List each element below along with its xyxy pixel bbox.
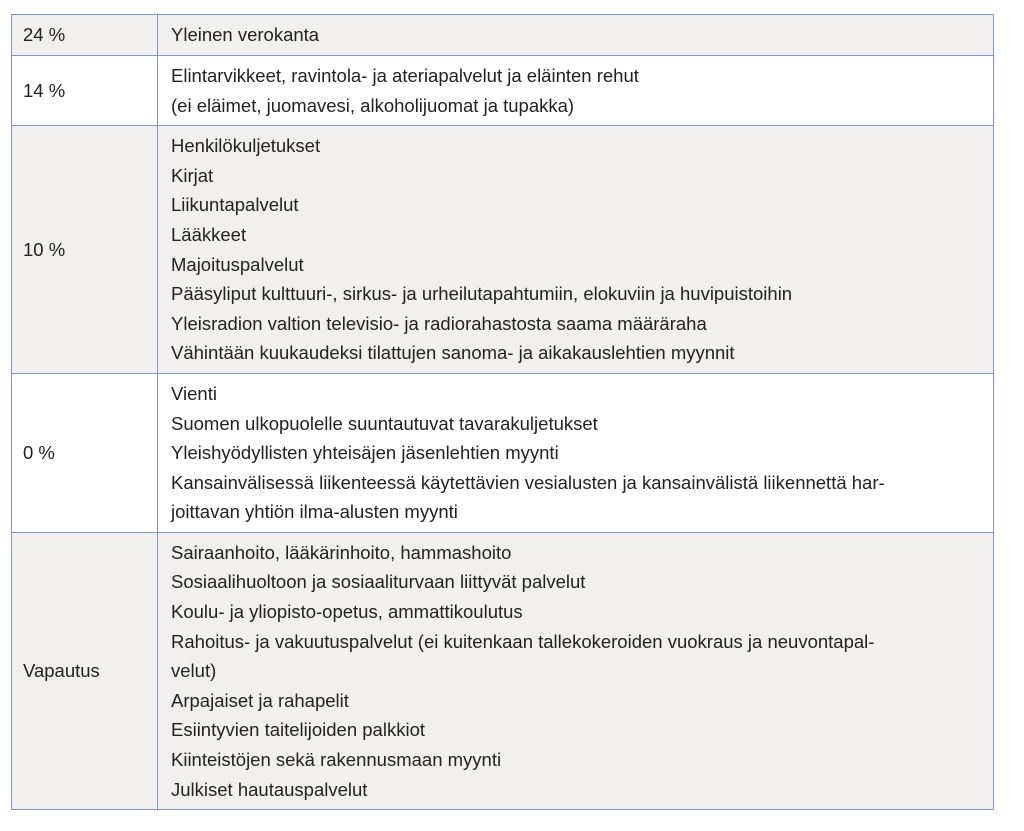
rate-cell: Vapautus xyxy=(12,533,158,810)
list-item: Yleisradion valtion televisio- ja radiorahastosta saama määräraha xyxy=(171,312,707,334)
list-item: Sairaanhoito, lääkärinhoito, hammashoito xyxy=(171,541,512,563)
list-item: Liikuntapalvelut xyxy=(171,194,299,216)
list-item: Lääkkeet xyxy=(171,223,247,245)
items-list xyxy=(171,20,983,50)
items-cell xyxy=(158,15,994,56)
items-list xyxy=(171,538,983,804)
list-item: Yleinen verokanta xyxy=(171,24,320,46)
items-cell xyxy=(158,533,994,810)
list-item: Kansainvälisessä liikenteessä käytettävien vesialusten ja kansainvälistä liikennettä har- xyxy=(171,471,885,493)
list-item: Majoituspalvelut xyxy=(171,253,304,275)
list-item: Pääsyliput kulttuuri-, sirkus- ja urheilutapahtumiin, elokuviin ja huvipuistoihin xyxy=(171,283,793,305)
table-row xyxy=(12,126,994,374)
rate-cell: 14 % xyxy=(12,56,158,126)
table-row xyxy=(12,374,994,533)
items-cell xyxy=(158,374,994,533)
items-list xyxy=(171,379,983,527)
list-item: Julkiset hautauspalvelut xyxy=(171,778,368,800)
items-cell xyxy=(158,126,994,374)
list-item: velut) xyxy=(171,660,217,682)
list-item: Vähintään kuukaudeksi tilattujen sanoma- ja aikakauslehtien myynnit xyxy=(171,342,735,364)
items-cell xyxy=(158,56,994,126)
list-item: Sosiaalihuoltoon ja sosiaaliturvaan liittyvät palvelut xyxy=(171,571,586,593)
list-item: Henkilökuljetukset xyxy=(171,135,321,157)
vat-rate-table xyxy=(11,14,994,810)
rate-cell: 24 % xyxy=(12,15,158,56)
list-item: Rahoitus- ja vakuutuspalvelut (ei kuitenkaan tallekokeroiden vuokraus ja neuvontapal- xyxy=(171,630,875,652)
table-row xyxy=(12,56,994,126)
table-row xyxy=(12,533,994,810)
list-item: Kirjat xyxy=(171,164,214,186)
table-row xyxy=(12,15,994,56)
list-item: Yleishyödyllisten yhteisäjen jäsenlehtien myynti xyxy=(171,442,559,464)
list-item: (ei eläimet, juomavesi, alkoholijuomat ja tupakka) xyxy=(171,94,575,116)
list-item: Arpajaiset ja rahapelit xyxy=(171,689,349,711)
list-item: Elintarvikkeet, ravintola- ja ateriapalvelut ja eläinten rehut xyxy=(171,64,639,86)
rate-cell: 0 % xyxy=(12,374,158,533)
list-item: Vienti xyxy=(171,383,217,405)
items-list xyxy=(171,131,983,368)
rate-cell: 10 % xyxy=(12,126,158,374)
list-item: Koulu- ja yliopisto-opetus, ammattikoulutus xyxy=(171,601,523,623)
items-list xyxy=(171,61,983,120)
list-item: Suomen ulkopuolelle suuntautuvat tavarakuljetukset xyxy=(171,412,598,434)
list-item: Kiinteistöjen sekä rakennusmaan myynti xyxy=(171,748,502,770)
list-item: Esiintyvien taitelijoiden palkkiot xyxy=(171,719,425,741)
list-item: joittavan yhtiön ilma-alusten myynti xyxy=(171,501,458,523)
